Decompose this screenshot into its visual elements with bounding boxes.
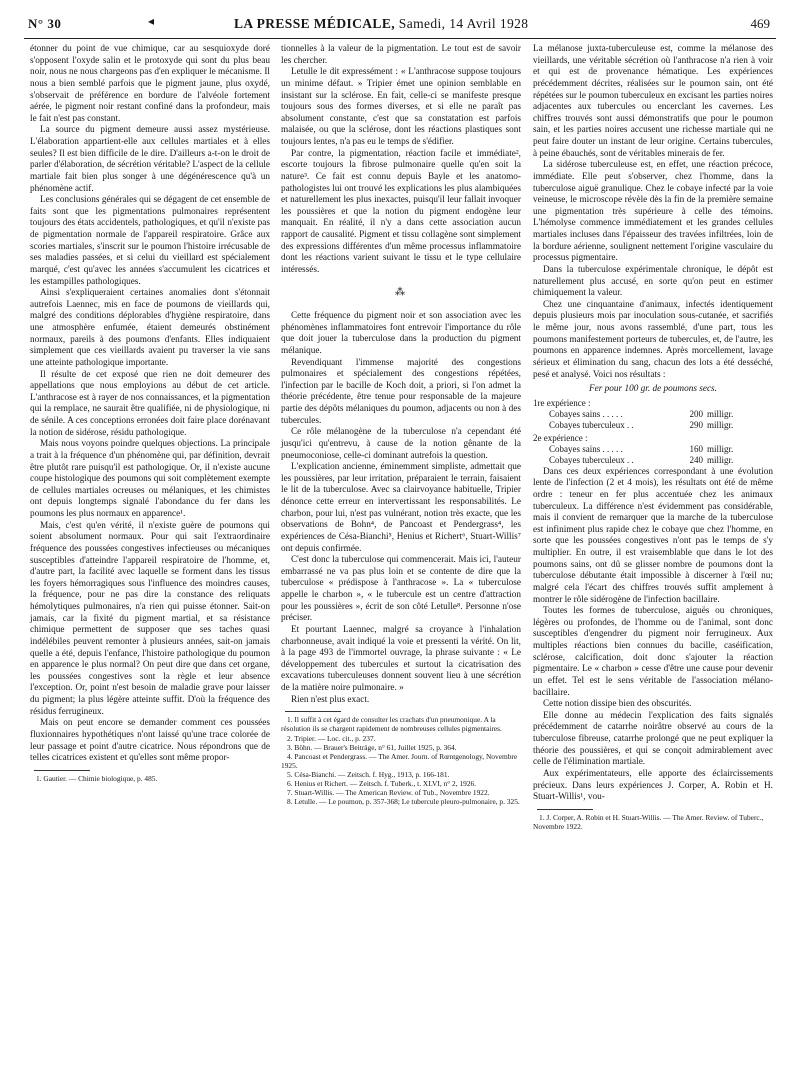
- paragraph: Et pourtant Laennec, malgré sa croyance à l'inhalation charbonneuse, avait indiqué la voie et pressenti la vérité. On lit, à la page 493 de l'immortel ouvrage, la phrase suivante : « Le développement des tubercules et surtout la cicatrisation des excavations tuberculeuses donnent souvent lieu à une sécrétion de la matière noire pulmonaire. »: [281, 624, 521, 694]
- footnote-rule: [537, 809, 593, 810]
- footnote: 5. Césa-Bianchi. — Zeitsch. f. Hyg., 1913, p. 166-181.: [287, 769, 450, 779]
- row-label: Cobayes tuberculeux . .: [549, 455, 634, 466]
- paragraph: Cette fréquence du pigment noir et son association avec les phénomènes inflammatoires font entrevoir l'importance du rôle que doit jouer la tuberculose dans la production du pigment mélanique.: [281, 311, 521, 356]
- footnote: 8. Letulle. — Le poumon, p. 357-368; Le tubercule pleuro-pulmonaire, p. 325.: [287, 797, 520, 807]
- paragraph: Ce rôle mélanogène de la tuberculose n'a cependant été jusqu'ici qu'entrevu, à cause de la notion gênante de la pneumoconiose, celle-ci dominant autrefois la question.: [281, 427, 521, 461]
- footnote: 7. Stuart-Willis. — The American Review. of Tub., Novembre 1922.: [287, 788, 490, 798]
- table-row: [533, 455, 773, 466]
- paragraph: Dans ces deux expériences correspondant à une évolution lente de l'infection (2 et 4 mois), les résultats ont été de même ordre : teneur en fer plus accentuée chez les animaux tuberculeux. La différence n'est évidemment pas considérable, mais il convient de remarquer que la marche de la tuberculose est infiniment plus rapide chez le cobaye que chez l'homme, en sorte que les poussées congestives n'ont pas le temps de s'y multiplier. En outre, il est vraisemblable que dans le lot des poumons sains, ont dû se glisser nombre de poumons dont la tuberculose débutante était impossible à discerner à l'œil nu; malgré cela l'écart des chiffres trouvés suffit amplement à montrer le rôle sidérogène de l'infection bacillaire.: [533, 466, 773, 605]
- journal-page: [24, 14, 776, 1072]
- row-unit: milligr.: [707, 420, 734, 431]
- paragraph: Ainsi s'expliqueraient certaines anomalies dont s'étonnait autrefois Laennec, mis en face de poumons de vieillards qui, malgré des conditions déplorables d'hygiène respiratoire, dans une atmosphère enfumée, étaient demeurés obstinément normaux, pareils à des poumons d'enfants. Elles indiquaient simplement que ces vieillards avaient pu traverser la vie sans une atteinte pathologique importante.: [30, 288, 270, 368]
- paragraph: étonner du point de vue chimique, car au sesquioxyde doré s'opposent l'oxyde salin et le protoxyde qui sont du plus beau noir, nous ne nous chargeons pas d'en expliquer le mécanisme. Il nous a bien semblé parfois que le pigment jaune, plus oxydé, s'observait de préférence en bordure de l'alvéole fortement aérée, le pigment noir restant confiné dans la profondeur, mais le fait n'est pas constant.: [30, 44, 270, 124]
- paragraph: Dans la tuberculose expérimentale chronique, le dépôt est naturellement plus accusé, en sorte qu'on peut en estimer chimiquement la valeur.: [533, 264, 773, 299]
- paragraph: C'est donc la tuberculose qui commencerait. Mais ici, l'auteur embarrassé ne va pas plus loin et se contente de dire que la tuberculose « prédispose à l'anthracose ». La « tuberculose appelle le charbon », « le tubercule est un centre d'attraction pour les poussières », écrit de son côté Letulle⁸. Personne n'ose préciser.: [281, 555, 521, 624]
- footnote: 1. Il suffit à cet égard de consulter les crachats d'un pneumonique. A la résolution ils se chargent rapidement de nombreuses cellules pigmentaires.: [281, 715, 502, 734]
- row-label: Cobayes sains . . . . .: [549, 444, 623, 454]
- row-unit: milligr.: [707, 409, 734, 420]
- row-label: Cobayes sains . . . . .: [549, 409, 623, 420]
- paragraph: Il résulte de cet exposé que rien ne doit demeurer des appellations que nous employions au début de cet article. L'anthracose est à rayer de nos connaissances, et la pigmentation qui la remplace, ne saurait être qualifiée, ni de physiologique, ni de sénile. A ces conceptions erronées doit faire place dorénavant la notion de sidérose, résidu pathologique.: [30, 369, 270, 438]
- issue-date: Samedi, 14 Avril 1928: [395, 16, 529, 31]
- paragraph: La sidérose tuberculeuse est, en effet, une réaction précoce, immédiate. Elle peut s'observer, chez l'homme, dans la tuberculose aiguë granulique. Chez le cobaye infecté par la voie veineuse, le microscope révèle dès la fin de la première semaine une pigmentation très supérieure à celle des témoins. L'hémolyse commence immédiatement et les grandes cellules martiales incluses dans l'épaisseur des travées infiltrées, loin de la bordure aérienne, soulignent nettement l'origine vasculaire du processus pigmentaire.: [533, 160, 773, 264]
- paragraph: Elle donne au médecin l'explication des faits signalés précédemment de catarrhe noirâtre observé au cours de la tuberculose fibreuse, catarrhe prolongé que ne peut expliquer la théorie des poussières, et qui se conçoit admirablement avec celle de l'élimination martiale.: [533, 710, 773, 768]
- page-number: 469: [750, 16, 770, 31]
- paragraph: Toutes les formes de tuberculose, aiguës ou chroniques, légères ou profondes, de l'homme ou de l'animal, sont donc susceptibles d'engendrer du pigment noir ferrugineux. Aux multiples réactions bien connues du bacille, caséification, sclérose, calcification, doit donc s'ajouter la réaction pigmentaire. Le « charbon » cesse d'être une cause pour devenir un effet. Tel est le sens véritable de l'association mélano-bacillaire.: [533, 606, 773, 698]
- table-row: [533, 444, 773, 455]
- paragraph: La mélanose juxta-tuberculeuse est, comme la mélanose des vieillards, une véritable sécrétion où l'anthracose n'a rien à voir et qui est de provenance hématique. Les expériences précédemment décrites, réalisées sur le poumon sain, ont été répétées sur le poumon tuberculeux en excisant les parties noires adjacentes aux tubercules ou encerclant les cavernes. Les chiffres trouvés sont aussi démonstratifs que pour le poumon sain, et les parties noires accusent une richesse martiale qui ne peut faire douter un instant de leur origine. Certains tubercules, à peine ébauchés, sont de véritables minerais de fer.: [533, 44, 773, 159]
- footnote: 6. Henius et Richert. — Zeitsch. f. Tuberk., t. XLVI, n° 2, 1926.: [287, 779, 477, 789]
- paragraph: Les conclusions générales qui se dégagent de cet ensemble de faits sont que les pigmentations pulmonaires représentent toujours des états accidentels, pathologiques, et qu'il n'existe pas de pigmentation normale de l'appareil respiratoire. Grâce aux scories martiales, s'inscrit sur le poumon l'histoire irrécusable de ses maladies passées, et si celui du vieillard est spécialement marqué, c'est qu'avec les années s'accumulent les cicatrices et les estampilles pathologiques.: [30, 195, 270, 287]
- journal-name: LA PRESSE MÉDICALE,: [234, 16, 396, 31]
- paragraph: Cette notion dissipe bien des obscurités.: [543, 699, 692, 710]
- issue-number: N° 30: [28, 16, 62, 31]
- paragraph: Par contre, la pigmentation, réaction facile et immédiate², escorte toujours la fibrose pulmonaire quelle qu'en soit la nature³. Ce fait est connu depuis Bayle et les anatomo-pathologistes lui ont trouvé les explications les plus alambiquées et naturellement les plus inexactes, puisqu'il leur fallait invoquer les poussières et que la notion du pigment endogène leur manquait. En réalité, il n'y a dans cette association aucun rapport de causalité. Pigment et tissu collagène sont simplement des expressions différentes d'un même processus inflammatoire dont les réactions varient suivant le tissu et le type cellulaire intéressés.: [281, 148, 521, 275]
- printer-mark: ◂: [148, 14, 155, 28]
- paragraph: Mais, c'est qu'en vérité, il n'existe guère de poumons qui soient absolument normaux. Pour qui sait l'extraordinaire fréquence des poussées congestives infectieuses ou mécaniques susceptibles d'atteindre l'appareil respiratoire de l'homme, et, d'autre part, la facilité avec laquelle se forment dans les tissus les foyers hémorragiques sous l'influence des moindres causes, la fréquence, pour ne pas dire la constance des reliquats hémolytiques pulmonaires, n'a rien qui puisse étonner. Sait-on jamais, car la fixité du pigment martial, et sa résistance chimique permettent de supposer que ses taches quasi indélébiles peuvent remonter à plusieurs années, sait-on jamais quelle a été, depuis l'enfance, l'histoire pathologique du poumon en apparence le plus normal? On peut dire que dans cet organe, les poussées congestives sont la règle et leur absence l'exception. Or, point n'est besoin de maladie grave pour laisser du pigment; la plus légère atteinte suffit. D'où la fréquence des résidus ferrugineux.: [30, 520, 270, 717]
- paragraph: Chez une cinquantaine d'animaux, infectés identiquement depuis plusieurs mois par inoculation sous-cutanée, et sacrifiés le même jour, nous avons rassemblé, d'une part, tous les poumons manifestement porteurs de tubercules, et, de l'autre, les poumons en apparence indemnes. Après morcellement, lavage sérieux et élimination du sang, chacun des lots a été desséché, pesé et analysé. Voici nos résultats :: [533, 299, 773, 380]
- paragraph: Aux expérimentateurs, elle apporte des éclaircissements précieux. Dans leurs expériences J. Corper, A. Robin et H. Stuart-Willis¹, vou-: [533, 768, 773, 803]
- row-value: 160: [689, 444, 703, 454]
- column-3: [533, 44, 773, 831]
- row-value: 200: [689, 409, 703, 420]
- section-break-asterism: ⁂: [395, 286, 407, 298]
- footnote: 3. Böhn. — Brauer's Beiträge, n° 61, Juillet 1925, p. 364.: [287, 742, 457, 752]
- experiment-label: 2e expérience :: [533, 432, 588, 443]
- footnote: 1. Gautier. — Chimie biologique, p. 485.: [36, 773, 158, 783]
- paragraph: Mais nous voyons poindre quelques objections. La principale a trait à la fréquence d'un phénomène qui, par définition, devrait être plutôt rare puisqu'il est pathologique. Or, il n'existe aucune coupe histologique des poumons qui soit complètement exempte de cellules martiales ocreuses ou mélaniques, et les chimistes ont depuis longtemps signalé l'abondance du fer dans les poumons les plus normaux en apparence¹.: [30, 439, 270, 519]
- footnote: 4. Pancoast et Pendergrass. — The Amer. Journ. of Rœntgenology, Novembre 1925.: [281, 751, 518, 770]
- paragraph: Mais on peut encore se demander comment ces poussées fluxionnaires hypothétiques n'ont laissé qu'une trace colorée de leur passage et point d'autre cicatrice. Nous répondrons que de telles cicatrices existent et qu'elles sont même propor-: [30, 718, 270, 764]
- running-header: [24, 14, 776, 39]
- table-row: [533, 420, 773, 431]
- row-label: Cobayes tuberculeux . .: [549, 420, 634, 431]
- paragraph: tionnelles à la valeur de la pigmentation. Le tout est de savoir les chercher.: [281, 44, 521, 66]
- row-value: 290: [689, 420, 703, 431]
- experiment-label: 1re expérience :: [533, 397, 591, 408]
- footnote-rule: [34, 770, 90, 771]
- paragraph: Revendiquant l'immense majorité des congestions pulmonaires et spécialement des congestions répétées, l'infection par le bacille de Koch doit, a priori, si l'on admet la théorie précédente, être tenue pour responsable de la majeure partie des dépôts mélaniques du poumon, adjacents ou non à des tubercules.: [281, 357, 521, 426]
- results-table: [533, 398, 773, 467]
- paragraph: Letulle le dit expressément : « L'anthracose suppose toujours un minime défaut. » Tripier émet une opinion semblable en insistant sur la sclérose. En fait, celle-ci se manifeste presque toujours sous des formes diverses, et si elle ne paraît pas absolument constante, c'est que sa constatation est parfois malaisée, ou que la sclérose, dont les réactions plastiques sont toujours lentes, n'a pas eu le temps de s'édifier.: [281, 67, 521, 147]
- column-1: [30, 44, 270, 783]
- paragraph: Rien n'est plus exact.: [291, 694, 370, 705]
- table-row: [533, 409, 773, 420]
- paragraph: L'explication ancienne, éminemment simpliste, admettait que les poussières, par leur irritation, préparaient le terrain, faisaient le lit de la tuberculose. Avec sa clairvoyance habituelle, Tripier dénonce cette erreur en intervertissant les responsabilités. Le charbon, pour lui, n'est pas vulnérant, notion très exacte, que les observations de Bohn⁴, de Pancoast et Pendergrass⁴, les expériences de Césa-Bianchi⁵, Henius et Richert⁶, Stuart-Willis⁷ ont depuis confirmée.: [281, 462, 521, 554]
- row-unit: milligr.: [707, 455, 734, 466]
- row-value: 240: [689, 455, 703, 466]
- column-2: [281, 44, 521, 806]
- footnote: 2. Tripier. — Loc. cit., p. 237.: [287, 733, 376, 743]
- footnote: 1. J. Corper, A. Robin et H. Stuart-Willis. — The Amer. Review. of Tuberc., Novembre 1922.: [533, 812, 764, 831]
- paragraph: La source du pigment demeure aussi assez mystérieuse. L'élaboration appartient-elle aux cellules martiales et à elles seules? Il est bien difficile de le dire. D'ailleurs a-t-on le droit de parler d'élaboration, de sécrétion véritable? L'aspect de la cellule martiale fait bien plus songer à une dégénérescence qu'à un phénomène actif.: [30, 125, 270, 194]
- row-unit: milligr.: [707, 444, 734, 454]
- footnote-rule: [285, 711, 341, 712]
- journal-title: [234, 16, 528, 32]
- results-table-title: Fer pour 100 gr. de poumons secs.: [589, 384, 717, 395]
